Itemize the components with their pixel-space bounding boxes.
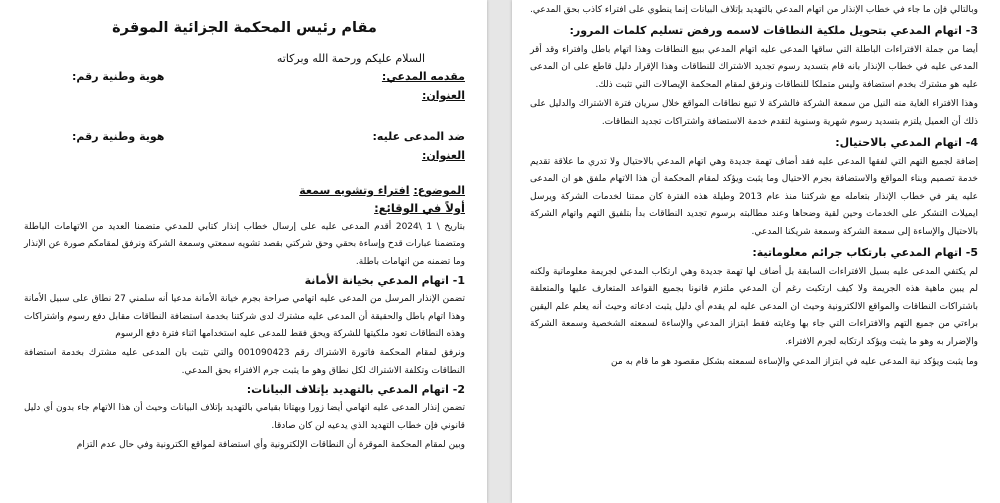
charge3-paragraph-b: وهذا الافتراء الغاية منه النيل من سمعة الشركة فالشركة لا تبيع نطاقات المواقع خلال سريان فترة الاشتراك والدليل على ذلك أن العميل يلتزم بتسديد رسوم شهرية وسنوية لتقدم خدمة الاستضافة واشتراكات تجديد النطاقات. (530, 99, 978, 127)
charge3-paragraph-a: أيضا من جملة الافتراءات الباطلة التي ساقها المدعى عليه اتهام المدعي ببيع النطاقات وهذا اتهام باطل وافتراء وقد أقر المدعى عليه في خطاب الإنذار بانه قام بتسديد رسوم تجديد الاشتراك للنطاقات وهذا الإقرار دليل قاطع على ان المدعى عليه هو مشترك بخدم استضافة وليس متملكا للنطاقات ونرفق لمقام المحكمة الإيصالات التي تثبت ذلك. (530, 44, 978, 90)
charge3-heading: 3- اتهام المدعي بتحويل ملكية النطاقات لاسمه ورفض تسليم كلمات المرور: (569, 23, 978, 37)
document-page-right (512, 0, 1000, 503)
plaintiff-address-label: العنوان: (421, 89, 465, 102)
subject-label: الموضوع: (413, 184, 465, 197)
charge2-paragraph-b: وبين لمقام المحكمة الموقرة أن النطاقات الإلكترونية وأي استضافة لمواقع الكترونية وفي حال عدم التزام (76, 440, 465, 451)
defendant-label: ضد المدعى عليه: (372, 130, 465, 143)
charge2-paragraph: تضمن إنذار المدعى عليه اتهامي أيضا زورا وبهتانا بقيامي بالتهديد بإتلاف البيانات وحيث أن هذا الاتهام جاء بدون أي دليل قانوني فإن خطاب التهديد الذي يدعيه لن كان صادقا. (24, 403, 465, 431)
charge5-paragraph: لم يكتفي المدعى عليه بسيل الافتراءات السابقة بل أضاف لها تهمة جديدة وهي ارتكاب المدعي لجريمة معلوماتية ولكنه لم يبين ماهية هذه الجريمة ولا كيف ارتكبت رغم أن المدعي ملتزم قانونا بجميع القواعد المتعارف عليها والمتعلقة باشتراكات النطاقات والمواقع الالكترونية وحيث ان المدعى عليه لم يقدم أي دليل يثبت ادعاته وحيث أنه يعلم علم اليقين براءتي من جميع التهم والافتراءات التي جاء بها وغايته فقط ابتزاز المدعي والإساءة لسمعته الشخصية وسمعة الشركة والإضرار به وهو ما يثبت ويؤكد ارتكابه لجرم الافتراء. (530, 266, 978, 347)
subject-line (24, 184, 465, 197)
defendant-id-label: هوية وطنية رقم: (72, 130, 165, 143)
plaintiff-label: مقدمه المدعي: (381, 70, 465, 83)
document-title: مقام رئيس المحكمة الجزائية الموقرة (112, 20, 377, 36)
charge2-heading: 2- اتهام المدعي بالتهديد بإتلاف البيانات: (246, 383, 465, 397)
defendant-address-label: العنوان: (421, 149, 465, 162)
charge1-paragraph-b: ونرفق لمقام المحكمة فاتورة الاشتراك رقم 001090423 والتي تثبت بان المدعى عليه مشترك بخدمة استضافة النطاقات وتكلفة الاشتراك لكل نطاق وهو ما يثبت جرم الافتراء بحق المدعي. (24, 348, 465, 376)
subject-value: افتراء وتشويه سمعة (299, 184, 410, 197)
plaintiff-row (24, 70, 465, 83)
facts-paragraph: بتاريخ \ 1 \2024 أقدم المدعى عليه على إرسال خطاب إنذار كتابي للمدعي متضمنا العديد من الاتهامات الباطلة ومتضمنا عبارات قدح وإساءة بحقي وحق شركتي بقصد تشويه سمعتي وسمعة الشركة ونرفق لمقامكم صورة عن الإنذار وما تضمنه من اتهامات باطلة. (24, 222, 465, 267)
facts-heading: أولاً في الوقائع: (374, 201, 465, 215)
closing-fragment: وما يثبت ويؤكد نية المدعى عليه في ابتزاز المدعي والإساءة لسمعته بشكل مقصود هو ما قام به من (611, 356, 978, 367)
charge4-paragraph: إضافة لجميع التهم التي لفقها المدعى عليه فقد أضاف تهمة جديدة وهي اتهام المدعي بالاحتيال ولا تدري ما علاقة تقديم خدمة تصميم وبناء المواقع والاستضافة بجرم الاحتيال وما يثبت ويؤكد لمقام المحكمة أن هذا الاتهام ملفق هو ان المدعى عليه يقر في خطاب الإنذار بتعامله مع شركتنا منذ عام 2013 وطيلة هذه الفترة كان ممتنا لخدمات الشركة ويرسل ايميلات التشكر على الخدمات وحين لقية وضحاها وعند مطالبته برسوم تجديد النطاقات بدأ بتلفيق التهم واتهام الشركة بالاحتيال والإساءة إلى سمعة الشركة وسمعة شريكنا المدعي. (530, 156, 978, 237)
charge1-paragraph-a: تضمن الإنذار المرسل من المدعى عليه اتهامي صراحة بجرم خيانة الأمانة مدعيا أنه سلمني 27 نطاق على سبيل الأمانة وهذا اتهام باطل والحقيقة أن المدعى عليه مشترك لدى شركتنا بخدمة استضافة النطاقات مقابل دفع رسوم واشتراكات وهذه النطاقات تعود ملكيتها للشركة ويحق فقط للمدعى عليه استخدامها اثناء فترة دفع الرسوم (24, 294, 465, 340)
intro-paragraph: وبالتالي فإن ما جاء في خطاب الإنذار من اتهام المدعي بالتهديد بإتلاف البيانات إنما ينطوي على افتراء كاذب بحق المدعي. (530, 5, 978, 15)
document-page-left (0, 0, 487, 503)
defendant-row (24, 130, 465, 143)
greeting: السلام عليكم ورحمة الله وبركاته (276, 52, 425, 65)
plaintiff-id-label: هوية وطنية رقم: (72, 70, 165, 83)
charge4-heading: 4- اتهام المدعي بالاحتيال: (835, 135, 978, 149)
charge1-heading: 1- اتهام المدعي بخيانة الأمانة (304, 274, 465, 288)
charge5-heading: 5- اتهام المدعي بارتكاب جرائم معلوماتية: (752, 245, 978, 259)
